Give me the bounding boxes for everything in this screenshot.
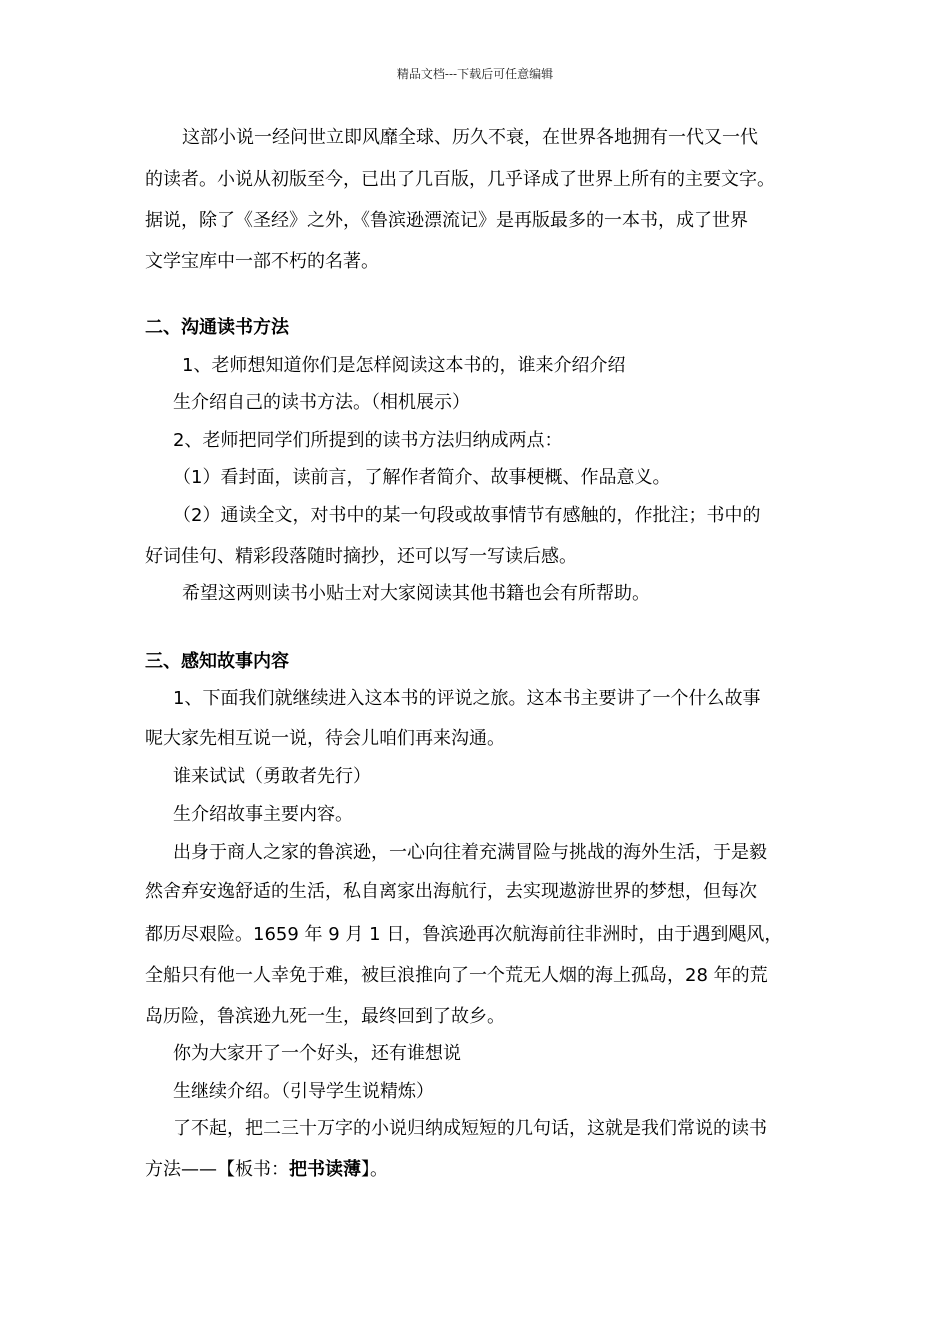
- paragraph-line-final: [145, 1158, 388, 1182]
- paragraph-line: 都历尽艰险。1659 年 9 月 1 日，鲁滨逊再次航海前往非洲时，由于遇到飓风，: [145, 924, 783, 945]
- paragraph-line: 这部小说一经问世立即风靡全球、历久不衰，在世界各地拥有一代又一代: [182, 127, 758, 148]
- paragraph-line: （1）看封面，读前言，了解作者简介、故事梗概、作品意义。: [173, 467, 671, 488]
- paragraph-line: 了不起，把二三十万字的小说归纳成短短的几句话，这就是我们常说的读书: [173, 1118, 767, 1139]
- paragraph-line: 你为大家开了一个好头，还有谁想说: [173, 1043, 461, 1064]
- paragraph-line: 然舍弃安逸舒适的生活，私自离家出海航行，去实现遨游世界的梦想，但每次: [145, 881, 757, 902]
- paragraph-line: 希望这两则读书小贴士对大家阅读其他书籍也会有所帮助。: [182, 583, 650, 604]
- paragraph-line: 生介绍自己的读书方法。（相机展示）: [173, 392, 470, 413]
- paragraph-line: 生介绍故事主要内容。: [173, 804, 353, 825]
- board-note-suffix: 】。: [361, 1159, 388, 1180]
- paragraph-line: 出身于商人之家的鲁滨逊，一心向往着充满冒险与挑战的海外生活，于是毅: [173, 842, 767, 863]
- paragraph-line: 岛历险，鲁滨逊九死一生，最终回到了故乡。: [145, 1006, 505, 1027]
- paragraph-line: 谁来试试（勇敢者先行）: [173, 766, 371, 787]
- paragraph-line: （2）通读全文，对书中的某一句段或故事情节有感触的，作批注；书中的: [173, 505, 761, 526]
- page-header: 精品文档---下载后可任意编辑: [396, 67, 554, 81]
- paragraph-line: 文学宝库中一部不朽的名著。: [145, 251, 379, 272]
- paragraph-line: 2、老师把同学们所提到的读书方法归纳成两点：: [173, 430, 563, 451]
- section-heading: 二、沟通读书方法: [145, 317, 289, 338]
- board-note-prefix: 方法——【板书：: [145, 1159, 289, 1180]
- paragraph-line: 生继续介绍。（引导学生说精炼）: [173, 1081, 434, 1102]
- board-note-bold: 把书读薄: [289, 1159, 361, 1180]
- paragraph-line: 好词佳句、精彩段落随时摘抄，还可以写一写读后感。: [145, 546, 577, 567]
- paragraph-line: 呢大家先相互说一说，待会儿咱们再来沟通。: [145, 728, 505, 749]
- paragraph-line: 1、下面我们就继续进入这本书的评说之旅。这本书主要讲了一个什么故事: [173, 688, 761, 709]
- paragraph-line: 据说，除了《圣经》之外，《鲁滨逊漂流记》是再版最多的一本书，成了世界: [145, 210, 748, 231]
- paragraph-line: 1、老师想知道你们是怎样阅读这本书的，谁来介绍介绍: [182, 355, 626, 376]
- section-heading: 三、感知故事内容: [145, 651, 289, 672]
- paragraph-line: 的读者。小说从初版至今，已出了几百版，几乎译成了世界上所有的主要文字。: [145, 169, 775, 190]
- paragraph-line: 全船只有他一人幸免于难，被巨浪推向了一个荒无人烟的海上孤岛，28 年的荒: [145, 965, 768, 986]
